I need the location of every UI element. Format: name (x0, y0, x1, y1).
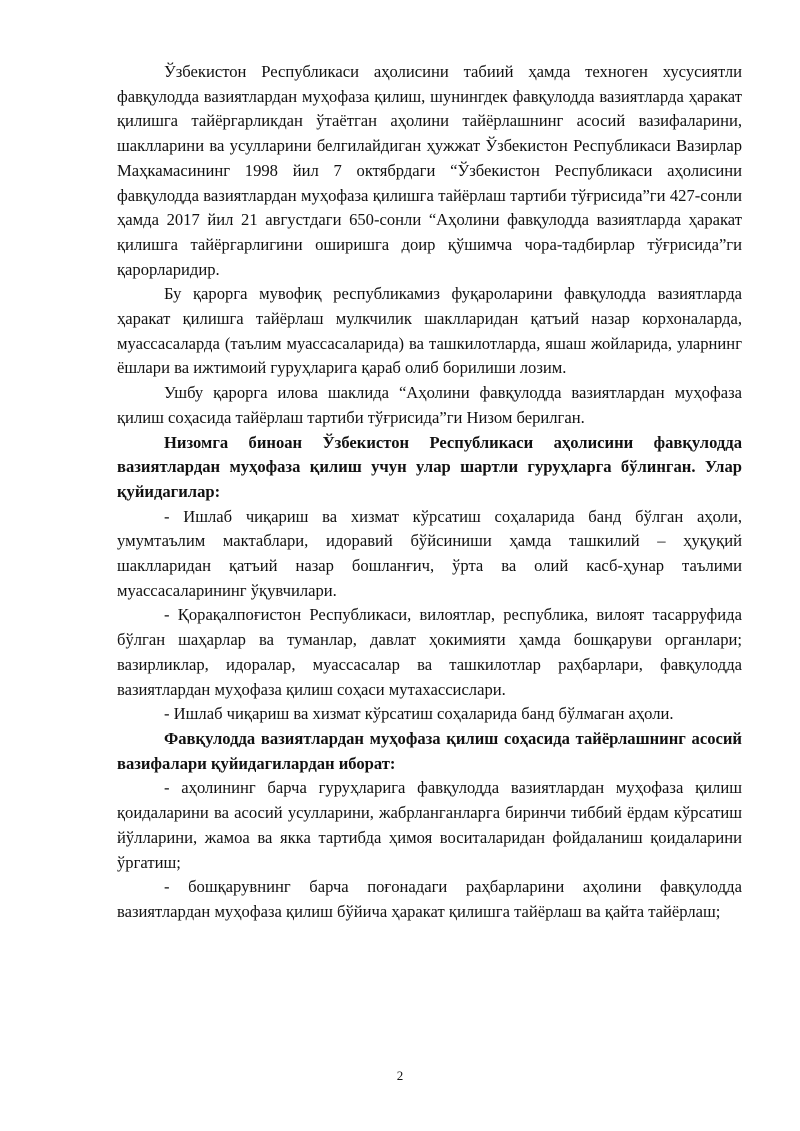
paragraph-resolution: Бу қарорга мувофиқ республикамиз фуқароларини фавқулодда вазиятларда ҳаракат қилишга тайёрлаш мулкчилик шаклларидан қатъий назар корхоналарда, муассасаларда (таълим муассасаларида) ва ташкилотларда, яшаш жойларида, уларнинг ёшлари ва ижтимоий гуруҳларига қараб олиб борилиши лозим. (117, 284, 742, 378)
page-number: 2 (396, 1068, 404, 1083)
document-page (117, 60, 742, 925)
list-item-group-1: - Ишлаб чиқариш ва хизмат кўрсатиш соҳаларида банд бўлган аҳоли, умумтаълим мактаблари, идоравий бўйсиниши ҳамда ташкилий – ҳуқуқий шаклларидан қатъий назар бошланғич, ўрта ва олий касб-ҳунар таълими муассасаларининг ўқувчилари. (117, 506, 742, 600)
heading-tasks: Фавқулодда вазиятлардан муҳофаза қилиш соҳасида тайёрлашнинг асосий вазифалари қуйидагилардан иборат: (117, 728, 742, 773)
list-item-task-2: - бошқарувнинг барча поғонадаги раҳбарларини аҳолини фавқулодда вазиятлардан муҳофаза қилиш бўйича ҳаракат қилишга тайёрлаш ва қайта тайёрлаш; (117, 877, 742, 921)
list-item-group-3: - Ишлаб чиқариш ва хизмат кўрсатиш соҳаларида банд бўлмаган аҳоли. (164, 704, 674, 724)
heading-groups: Низомга биноан Ўзбекистон Республикаси аҳолисини фавқулодда вазиятлардан муҳофаза қилиш учун улар шартли гуруҳларга бўлинган. Улар қуйидагилар: (117, 432, 742, 501)
list-item-group-2: - Қорақалпоғистон Республикаси, вилоятлар, республика, вилоят тасарруфида бўлган шаҳарлар ва туманлар, давлат ҳокимияти ҳамда бошқаруви органлари; вазирликлар, идоралар, муассасалар ва ташкилотлар раҳбарлари, фавқулодда вазиятлардан муҳофаза қилиш соҳаси мутахассислари. (117, 605, 742, 699)
paragraph-intro: Ўзбекистон Республикаси аҳолисини табиий ҳамда техноген хусусиятли фавқулодда вазиятлардан муҳофаза қилиш, шунингдек фавқулодда вазиятларда ҳаракат қилишга тайёргарликдан ўтаётган аҳолини тайёрлашнинг асосий вазифаларини, шаклларини ва усулларини белгилайдиган ҳужжат Ўзбекистон Республикаси Вазирлар Маҳкамасининг 1998 йил 7 октябрдаги “Ўзбекистон Республикаси аҳолисини фавқулодда вазиятлардан муҳофаза қилишга тайёрлаш тартиби тўғрисида”ги 427-сонли ҳамда 2017 йил 21 августдаги 650-сонли “Аҳолини фавқулодда вазиятларда ҳаракат қилишга тайёргарлигини оширишга доир қўшимча чора-тадбирлар тўғрисида”ги қарорларидир. (117, 62, 742, 279)
list-item-task-1: - аҳолининг барча гуруҳларига фавқулодда вазиятлардан муҳофаза қилиш қоидаларини ва асосий усулларини, жабрланганларга биринчи тиббий ёрдам кўрсатиш йўлларини, жамоа ва якка тартибда ҳимоя воситаларидан фойдаланиш қоидаларини ўргатиш; (117, 778, 742, 872)
paragraph-regulation: Ушбу қарорга илова шаклида “Аҳолини фавқулодда вазиятлардан муҳофаза қилиш соҳасида тайёрлаш тартиби тўғрисида”ги Низом берилган. (117, 383, 742, 427)
